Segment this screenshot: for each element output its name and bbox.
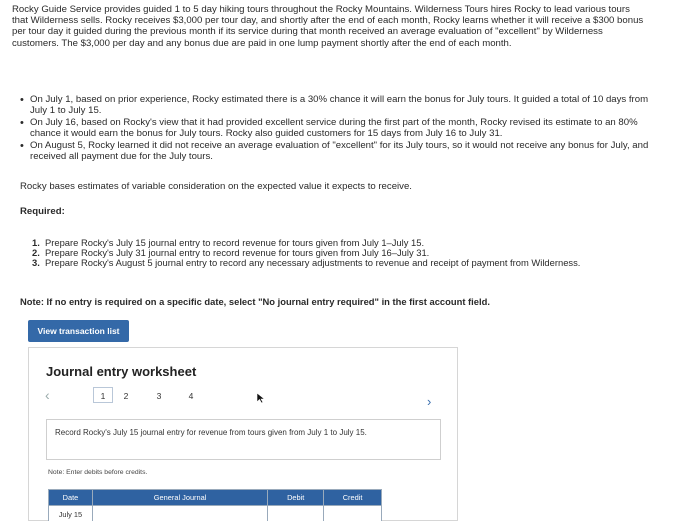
bullet-item: • On July 1, based on prior experience, Rocky estimated there is a 30% chance it will earn the bonus for July tours. It guided a total of 10 days from July 1 to July 15.	[20, 95, 650, 116]
view-transaction-list-button[interactable]: View transaction list	[28, 320, 129, 342]
problem-intro: Rocky Guide Service provides guided 1 to 5 day hiking tours throughout the Rocky Mountains. Wilderness Tours hires Rocky to lead various tours that Wilderness sells. Rocky receives $3,000 per tour day, and shortly after the end of each month, Rocky learns whether it will receive a $300 bonus per tour day it guided during the previous month if its service during that month received an average evaluation of "excellent" by Wilderness customers. The $3,000 per day and any bonus due are paid in one lump payment shortly after the end of each month.	[12, 4, 644, 49]
bullet-item: • On August 5, Rocky learned it did not receive an average evaluation of "excellent" for its July tours, so it would not receive any bonus for July, and received all payment due for the July tours.	[20, 141, 650, 162]
page-tab-2[interactable]: 2	[123, 391, 129, 401]
page-tab-4[interactable]: 4	[188, 391, 194, 401]
instruction-box	[46, 419, 441, 460]
mouse-cursor-icon	[256, 392, 266, 404]
scenario-bullets	[20, 95, 650, 165]
page-tab-3[interactable]: 3	[156, 391, 162, 401]
journal-entry-worksheet	[28, 347, 458, 521]
requirement-text: Prepare Rocky's July 15 journal entry to record revenue for tours given from July 1–July 15.	[45, 237, 425, 248]
requirement-text: Prepare Rocky's August 5 journal entry to record any necessary adjustments to revenue and receipt of payment from Wilderness.	[45, 256, 581, 268]
table-row	[49, 506, 382, 521]
no-entry-note: Note: If no entry is required on a specific date, select "No journal entry required" in the first account field.	[20, 296, 490, 307]
instruction-text: Record Rocky's July 15 journal entry for revenue from tours given from July 1 to July 15.	[55, 428, 367, 437]
credit-input[interactable]	[324, 506, 382, 521]
bullet-item: • On July 16, based on Rocky's view that it had provided excellent service during the first part of the month, Rocky revised its estimate to an 80% chance it would earn the bonus for July tours. Rocky also guided customers for 15 days from July 16 to July 31.	[20, 118, 650, 139]
required-heading: Required:	[20, 206, 65, 217]
debit-column-header: Debit	[268, 490, 324, 506]
worksheet-pager	[41, 386, 441, 408]
debits-credits-note: Note: Enter debits before credits.	[48, 469, 148, 476]
requirement-text: Prepare Rocky's July 31 journal entry to record revenue for tours given from July 16–July 31.	[45, 246, 430, 258]
worksheet-title: Journal entry worksheet	[46, 364, 197, 379]
estimate-basis-text: Rocky bases estimates of variable consideration on the expected value it expects to receive.	[20, 181, 412, 192]
date-column-header: Date	[49, 490, 93, 506]
requirement-number: 3.	[32, 256, 40, 268]
requirement-number: 1.	[32, 237, 40, 248]
chevron-right-icon[interactable]: ›	[427, 394, 432, 409]
requirement-item	[32, 258, 592, 268]
chevron-left-icon[interactable]: ‹	[45, 387, 50, 403]
requirements-list	[32, 238, 592, 267]
requirement-number: 2.	[32, 246, 40, 258]
date-cell: July 15	[49, 506, 93, 521]
general-journal-column-header: General Journal	[92, 490, 267, 506]
journal-entry-table	[48, 489, 382, 521]
credit-column-header: Credit	[324, 490, 382, 506]
general-journal-input[interactable]	[92, 506, 267, 521]
page-tab-1[interactable]: 1	[93, 387, 113, 403]
debit-input[interactable]	[268, 506, 324, 521]
